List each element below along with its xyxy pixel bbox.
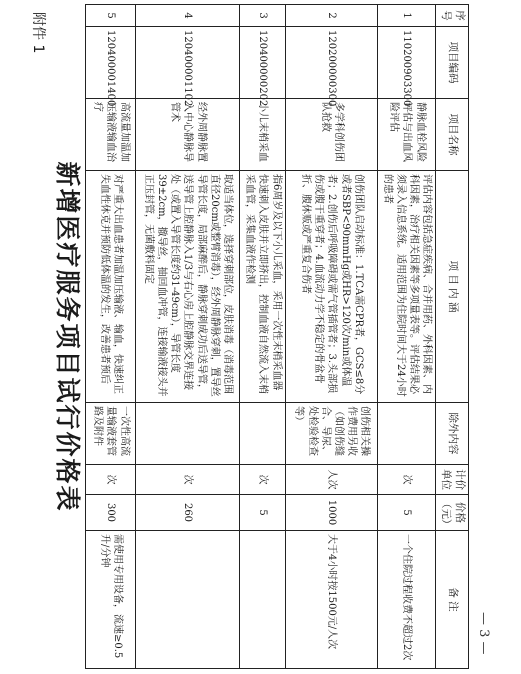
header-no: 序号 bbox=[436, 5, 469, 27]
cell-price: 300 bbox=[86, 495, 136, 531]
cell-name: 小儿末梢采血 bbox=[240, 99, 286, 171]
cell-unit: 人次 bbox=[286, 465, 378, 495]
cell-remarks bbox=[240, 531, 286, 669]
header-code: 项目编码 bbox=[436, 27, 469, 99]
cell-price: 1000 bbox=[286, 495, 378, 531]
cell-price: 260 bbox=[136, 495, 240, 531]
price-table bbox=[85, 4, 469, 669]
header-name: 项目名称 bbox=[436, 99, 469, 171]
cell-excluded: 创伤相关操作费用另收（如创伤缝合、导尿、处检验检查等） bbox=[286, 403, 378, 465]
header-remarks: 备 注 bbox=[436, 531, 469, 669]
cell-name: 静脉血栓风险评估与出血风险评估 bbox=[378, 99, 436, 171]
cell-no: 1 bbox=[378, 5, 436, 27]
cell-price: 5 bbox=[240, 495, 286, 531]
cell-remarks: 一个住院过程收费不超过2次 bbox=[378, 531, 436, 669]
header-unit: 计价单位 bbox=[436, 465, 469, 495]
page-number: — 3 — bbox=[476, 612, 491, 655]
table-row bbox=[240, 5, 286, 669]
cell-unit: 次 bbox=[86, 465, 136, 495]
cell-excluded: 一次性高流量输液套管路及附件 bbox=[86, 403, 136, 465]
annex-label: 附件 1 bbox=[30, 12, 46, 54]
cell-remarks bbox=[136, 531, 240, 669]
cell-content: 对严重大出血患者加温加压输液、输血，快速纠正失血性休克并预防低体温的发生，改善患者预后 bbox=[86, 171, 136, 403]
cell-code: 120400000202 bbox=[240, 27, 286, 99]
cell-content: 评估内容包括急症疾病、合并用药、外科因素、内科因素，治疗相关因素等多项量表等。评估结果必须录入信息系统。适用范围为住院时间大于24小时的患者 bbox=[378, 171, 436, 403]
cell-excluded bbox=[240, 403, 286, 465]
cell-code: 120400001400 bbox=[86, 27, 136, 99]
table-row bbox=[378, 5, 436, 669]
header-excluded: 除外内容 bbox=[436, 403, 469, 465]
cell-no: 5 bbox=[86, 5, 136, 27]
cell-code: 120400001102 bbox=[136, 27, 240, 99]
table-row bbox=[136, 5, 240, 669]
cell-name: 高流量加温加压输液输血治疗 bbox=[86, 99, 136, 171]
cell-no: 4 bbox=[136, 5, 240, 27]
page-title: 新增医疗服务项目试行价格表 bbox=[53, 161, 82, 513]
cell-unit: 次 bbox=[378, 465, 436, 495]
cell-no: 2 bbox=[286, 5, 378, 27]
cell-price: 5 bbox=[378, 495, 436, 531]
table-row bbox=[86, 5, 136, 669]
cell-no: 3 bbox=[240, 5, 286, 27]
cell-content: 创伤团队启动标准：1.TCA需CPR者，GCS≤8分或者SBP<90mmHg或HR>120次/min或体温者；2.创伤后呼吸障碍或需气管插管者；3.头部损伤或腹干重穿者；4.血流动力学不稳定的骨盆骨折、腹休贩或严重复合伤者 bbox=[286, 171, 378, 403]
cell-remarks: 大于4小时按1500元/人次 bbox=[286, 531, 378, 669]
cell-code: 120200000300 bbox=[286, 27, 378, 99]
cell-name: 多学科创伤团队抢救 bbox=[286, 99, 378, 171]
cell-name: 经外周静脉置入中心静脉导管术 bbox=[136, 99, 240, 171]
cell-content: 取适当体位，选择穿刺部位，皮肤消毒（消毒范围直径20cm或整臂消毒），经外周静脉穿刺，置导丝导管长度，局部麻醉后，静脉穿刺成功后送导管，送导管上腔静脉入1/3与右心房上腔静脉交界连接处（或置入导管长度约31-49cm），导管长度39±2cm，撤导丝，抽回血冲管，连接输液接头并正压封管，无菌敷料固定 bbox=[136, 171, 240, 403]
cell-remarks: 需使用专用设备，流速≥0.5升/分钟 bbox=[86, 531, 136, 669]
cell-unit: 次 bbox=[136, 465, 240, 495]
cell-code: 110200903300 bbox=[378, 27, 436, 99]
cell-content: 指6周岁及以下小儿采血，采用一次性末梢采血器快速刺入皮肤并立即挤出，控制血液自然流入末梢采血管，采集血液作检测 bbox=[240, 171, 286, 403]
cell-unit: 次 bbox=[240, 465, 286, 495]
header-content: 项 目 内 涵 bbox=[436, 171, 469, 403]
cell-excluded bbox=[378, 403, 436, 465]
header-price: 价格（元） bbox=[436, 495, 469, 531]
table-header-row bbox=[436, 5, 469, 669]
cell-excluded bbox=[136, 403, 240, 465]
table-row bbox=[286, 5, 378, 669]
